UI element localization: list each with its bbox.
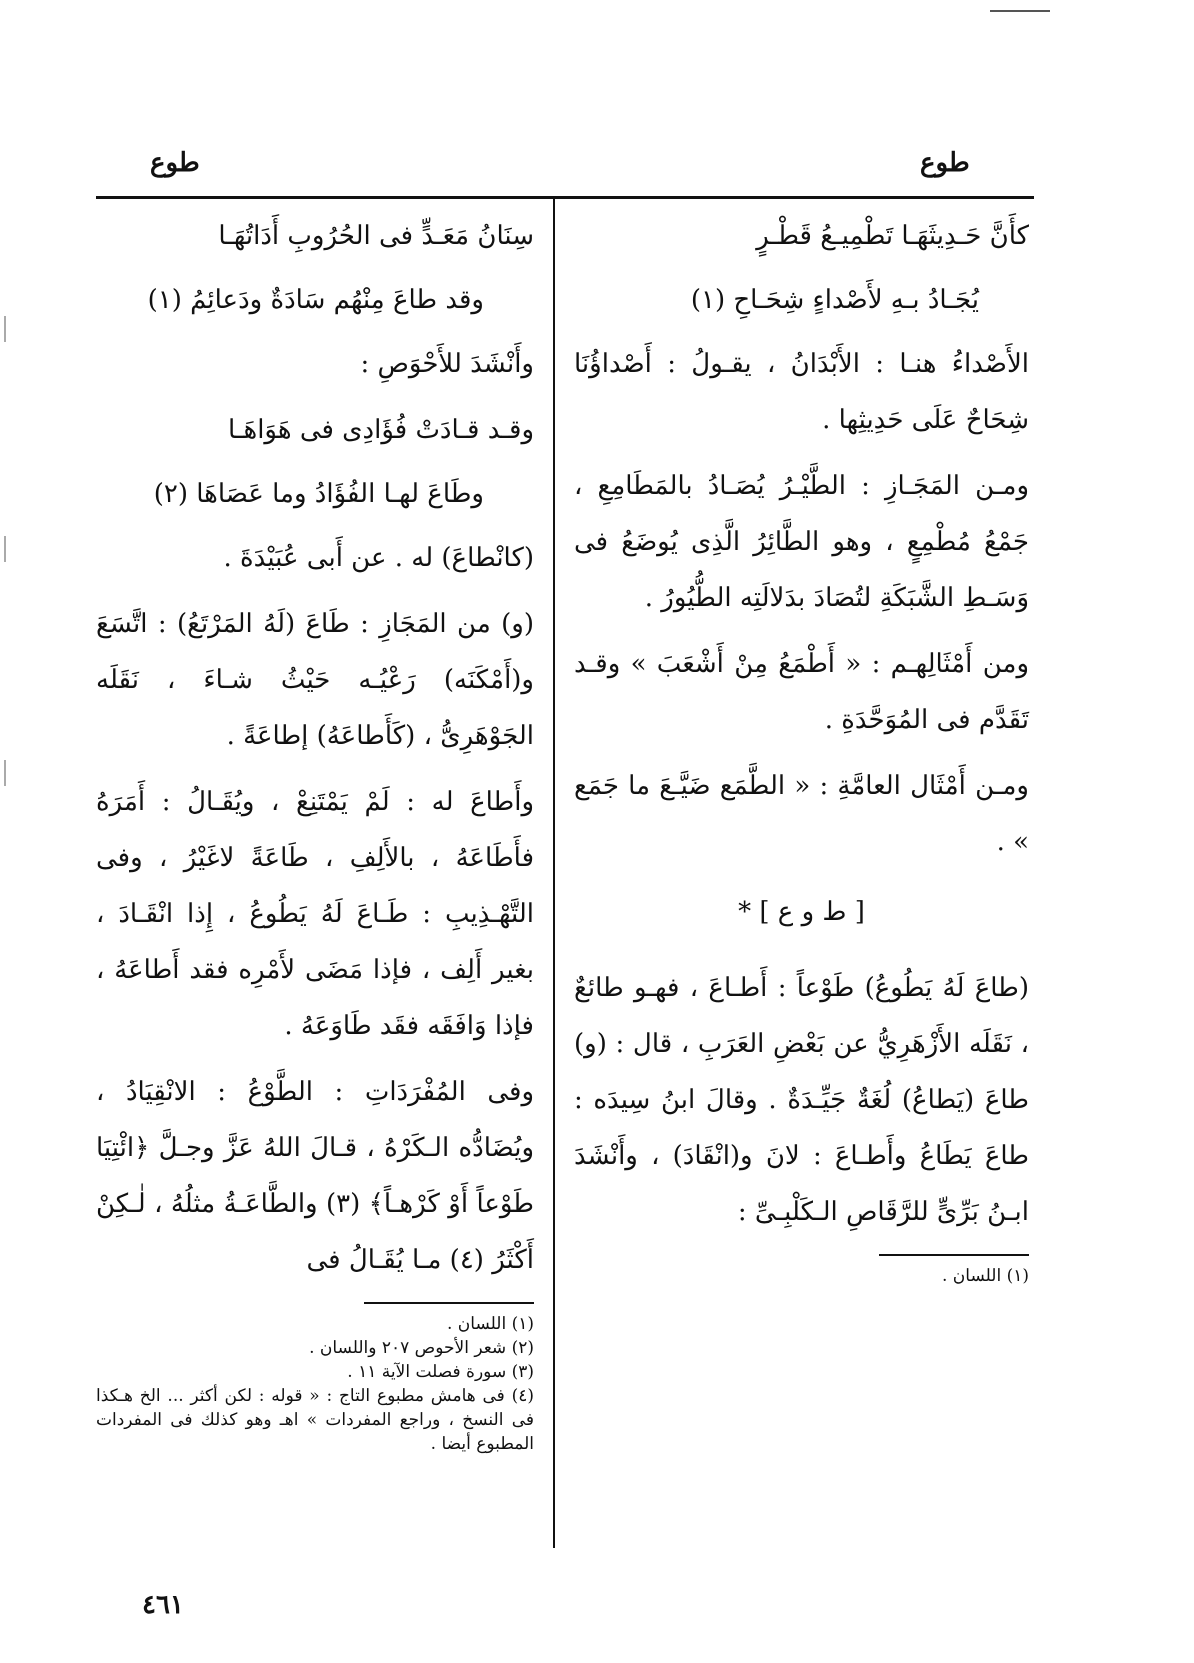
entry-heading: [ ط و ع ] *: [738, 897, 865, 927]
paragraph: (كانْطاعَ) له . عن أَبى عُبَيْدَةَ .: [223, 543, 534, 573]
paragraph: الأَصْداءُ هنـا : الأَبْدَانُ ، يقـولُ : أَصْداؤُنَا شِحَاحٌ عَلَى حَدِيثِها .: [574, 349, 1029, 435]
footnotes-right: [574, 1264, 1029, 1288]
paragraph: ومـن أَمْثَال العامَّةِ : « الطَّمَع ضَيَّـعَ ما جَمَع » .: [574, 771, 1029, 857]
running-head-right: طوع: [920, 148, 970, 178]
page-number: ٤٦١: [142, 1590, 184, 1620]
verse-line: وقـد قـادَتْ فُؤَادِى فى هَوَاهَـا: [227, 415, 534, 445]
paragraph: (طاعَ لَهُ يَطُوعُ) طَوْعاً : أَطـاعَ ، فهـو طائعٌ ، نَقَلَه الأَزْهَرِيُّ عن بَعْضِ العَرَبِ ، قال : (و) طاعَ (يَطاعُ) لُغَةٌ جَيِّـدَةٌ . وقالَ ابنُ سِيدَه : طاعَ يَطَاعُ وأَطـاعَ : لانَ و(انْقَادَ) ، وأَنْشَدَ ابـنُ بَرِّىٍّ للرَّقَاصِ الـكَلْبِـىِّ :: [574, 973, 1029, 1227]
margin-mark: [4, 316, 6, 342]
verse-line: سِنَانُ مَعَـدٍّ فى الحُرُوبِ أَدَاتُهَـا: [218, 221, 534, 251]
footnote: (١) اللسان .: [942, 1266, 1029, 1286]
footnote: (١) اللسان .: [447, 1314, 534, 1334]
footnotes-left: [96, 1312, 534, 1456]
footnote: (٣) سورة فصلت الآية ١١ .: [347, 1362, 534, 1382]
right-column: [574, 208, 1029, 1288]
top-edge-mark: [990, 10, 1050, 12]
running-head-left: طوع: [150, 148, 200, 178]
margin-mark: [4, 536, 6, 562]
margin-mark: [4, 760, 6, 786]
footnote-rule: [364, 1302, 534, 1304]
column-divider: [553, 198, 555, 1548]
paragraph: وأَطاعَ له : لَمْ يَمْتَنِعْ ، ويُقَـالُ : أَمَرَهُ فأَطَاعَهُ ، بالأَلِفِ ، طَاعَةً لاغَيْرُ ، وفى التَّهْـذِيبِ : طَـاعَ لَهُ يَطُوعُ ، إِذا انْقَـادَ ، بغير أَلِف ، فإذا مَضَى لأَمْرِه فقد أَطاعَهُ ، فإذا وَافَقَه فقَد طَاوَعَهُ .: [96, 787, 534, 1041]
left-column: [96, 208, 534, 1456]
paragraph: ومن أَمْثَالِهـم : « أَطْمَعُ مِنْ أَشْعَبَ » وقـد تَقَدَّم فى المُوَحَّدَةِ .: [574, 649, 1029, 735]
footnote: (٢) شعر الأحوص ٢٠٧ واللسان .: [309, 1338, 534, 1358]
verse-line: وقد طاعَ مِنْهُم سَادَةٌ ودَعائِمُ (١): [147, 285, 484, 315]
verse-line: وطَاعَ لهـا الفُؤَادُ وما عَصَاهَا (٢): [153, 479, 484, 509]
footnote-rule: [879, 1254, 1029, 1256]
verse-line: يُجَـادُ بـهِ لأَصْداءٍ شِحَـاحِ (١): [690, 285, 979, 315]
paragraph: وأَنْشَدَ للأَحْوَصِ :: [360, 349, 534, 379]
footnote: (٤) فى هامش مطبوع التاج : « قوله : لكن أكثر ... الخ هـكذا فى النسخ ، وراجع المفردات » اهـ وهو كذلك فى المفردات المطبوع أيضا .: [96, 1386, 534, 1454]
paragraph: ومـن المَجَـازِ : الطَّيْـرُ يُصَـادُ بالمَطَامِعِ ، جَمْعُ مُطْمِعٍ ، وهو الطَّائِرُ الَّذِى يُوضَعُ فى وَسَـطِ الشَّبَكَةِ لتُصَادَ بدَلالَتِه الطُّيُورُ .: [574, 471, 1029, 613]
verse-line: كأَنَّ حَـدِيثَهَـا تَطْمِيـعُ قَطْـرٍ: [756, 221, 1029, 251]
paragraph: (و) من المَجَازِ : طَاعَ (لَهُ المَرْتَعُ) : اتَّسَعَ و(أَمْكَنَه) رَعْيُـه حَيْثُ شـاءَ ، نَقَلَه الجَوْهَرِىُّ ، (كَأَطاعَهُ) إطاعَةً .: [96, 609, 534, 751]
paragraph: وفى المُفْرَدَاتِ : الطَّوْعُ : الانْقِيَادُ ، ويُضَادُّه الـكَرْهُ ، قـالَ اللهُ عَزَّ وجـلَّ ﴿ائْتِيَا طَوْعاً أَوْ كَرْهـاً﴾ (٣) والطَّاعَـةُ مثلُهُ ، لٰـكِنْ أَكْثَرُ (٤) مـا يُقَـالُ فى: [96, 1077, 534, 1275]
header-rule: [96, 196, 1034, 199]
